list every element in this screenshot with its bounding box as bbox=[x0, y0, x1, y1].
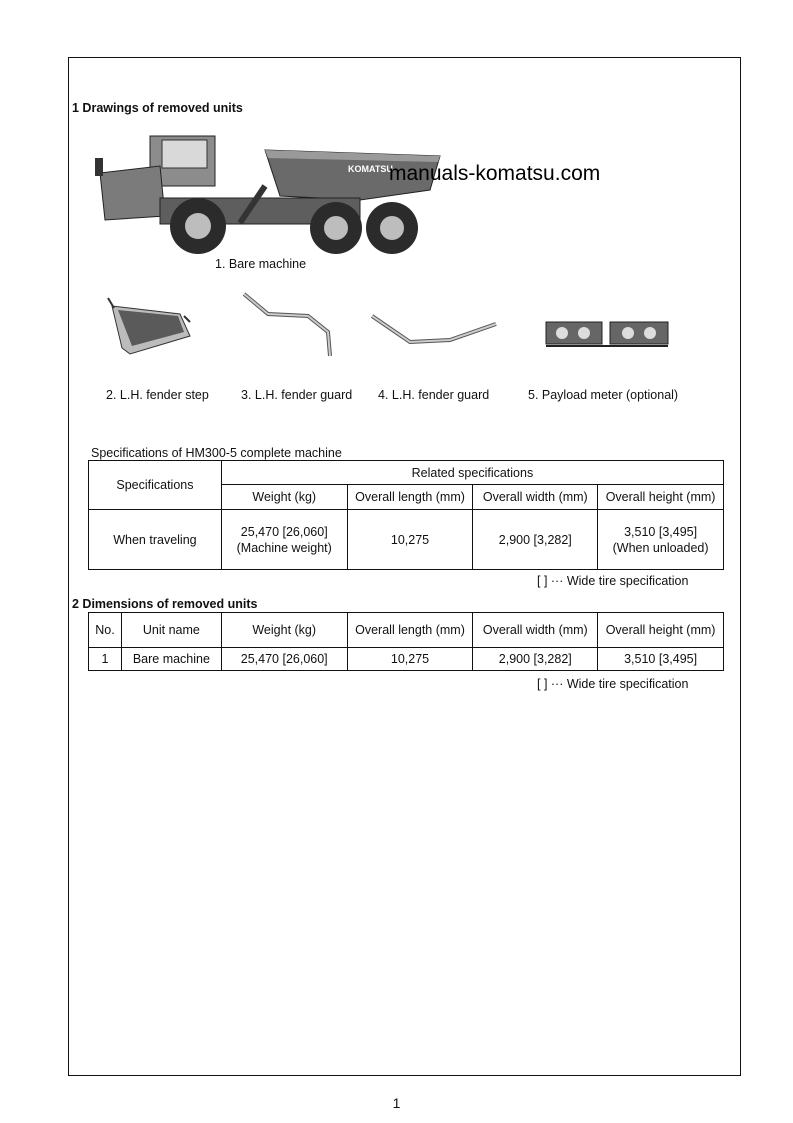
dim-cell-width: 2,900 [3,282] bbox=[473, 648, 598, 671]
caption-fender-guard-3: 3. L.H. fender guard bbox=[241, 388, 353, 402]
caption-bare-machine: 1. Bare machine bbox=[215, 257, 307, 271]
caption-fender-guard-4: 4. L.H. fender guard bbox=[378, 388, 490, 402]
spec-cell-height bbox=[598, 510, 724, 570]
fender-guard-3-illustration bbox=[240, 290, 340, 360]
fender-guard-4-illustration bbox=[370, 312, 500, 352]
spec-table-note: [ ] ··· Wide tire specification bbox=[537, 574, 689, 588]
section1-heading: 1 Drawings of removed units bbox=[72, 101, 243, 115]
spec-header-weight: Weight (kg) bbox=[221, 485, 347, 510]
spec-weight-value: 25,470 [26,060] bbox=[240, 524, 328, 539]
wheel-mid bbox=[310, 202, 362, 254]
table-row bbox=[89, 510, 724, 570]
dimensions-table bbox=[88, 612, 724, 671]
watermark: manuals-komatsu.com bbox=[389, 162, 601, 185]
section2-heading: 2 Dimensions of removed units bbox=[72, 597, 258, 611]
dim-header-length: Overall length (mm) bbox=[347, 613, 473, 648]
caption-fender-step: 2. L.H. fender step bbox=[106, 388, 209, 402]
dim-header-width: Overall width (mm) bbox=[473, 613, 598, 648]
spec-weight-note: (Machine weight) bbox=[236, 540, 332, 555]
spec-height-note: (When unloaded) bbox=[612, 540, 709, 555]
spec-cell-weight bbox=[221, 510, 347, 570]
dim-cell-weight: 25,470 [26,060] bbox=[221, 648, 347, 671]
spec-header-related: Related specifications bbox=[221, 461, 723, 485]
spec-header-length: Overall length (mm) bbox=[347, 485, 473, 510]
spec-header-height: Overall height (mm) bbox=[598, 485, 724, 510]
dim-header-unit: Unit name bbox=[121, 613, 221, 648]
fender-step-illustration bbox=[100, 296, 195, 358]
spec-header-width: Overall width (mm) bbox=[473, 485, 598, 510]
page-number: 1 bbox=[392, 1095, 401, 1111]
dim-cell-unit: Bare machine bbox=[121, 648, 221, 671]
dim-cell-length: 10,275 bbox=[347, 648, 473, 671]
caption-payload-meter: 5. Payload meter (optional) bbox=[528, 388, 679, 402]
dim-header-weight: Weight (kg) bbox=[221, 613, 347, 648]
dim-header-no: No. bbox=[89, 613, 122, 648]
spec-table-caption: Specifications of HM300-5 complete machine bbox=[91, 446, 342, 460]
spec-cell-width: 2,900 [3,282] bbox=[473, 510, 598, 570]
dim-cell-height: 3,510 [3,495] bbox=[598, 648, 724, 671]
spec-table bbox=[88, 460, 724, 570]
dimensions-table-note: [ ] ··· Wide tire specification bbox=[537, 677, 689, 691]
spec-row-label: When traveling bbox=[89, 510, 222, 570]
truck-brand-label: KOMATSU bbox=[348, 164, 393, 174]
wheel-rear bbox=[366, 202, 418, 254]
dim-cell-no: 1 bbox=[89, 648, 122, 671]
payload-meter-illustration bbox=[544, 318, 672, 350]
bare-machine-illustration bbox=[90, 128, 450, 256]
spec-height-value: 3,510 [3,495] bbox=[624, 524, 698, 539]
table-row bbox=[89, 648, 724, 671]
spec-cell-length: 10,275 bbox=[347, 510, 473, 570]
wheel-front bbox=[170, 198, 226, 254]
dim-header-height: Overall height (mm) bbox=[598, 613, 724, 648]
spec-header-specifications: Specifications bbox=[89, 461, 222, 510]
